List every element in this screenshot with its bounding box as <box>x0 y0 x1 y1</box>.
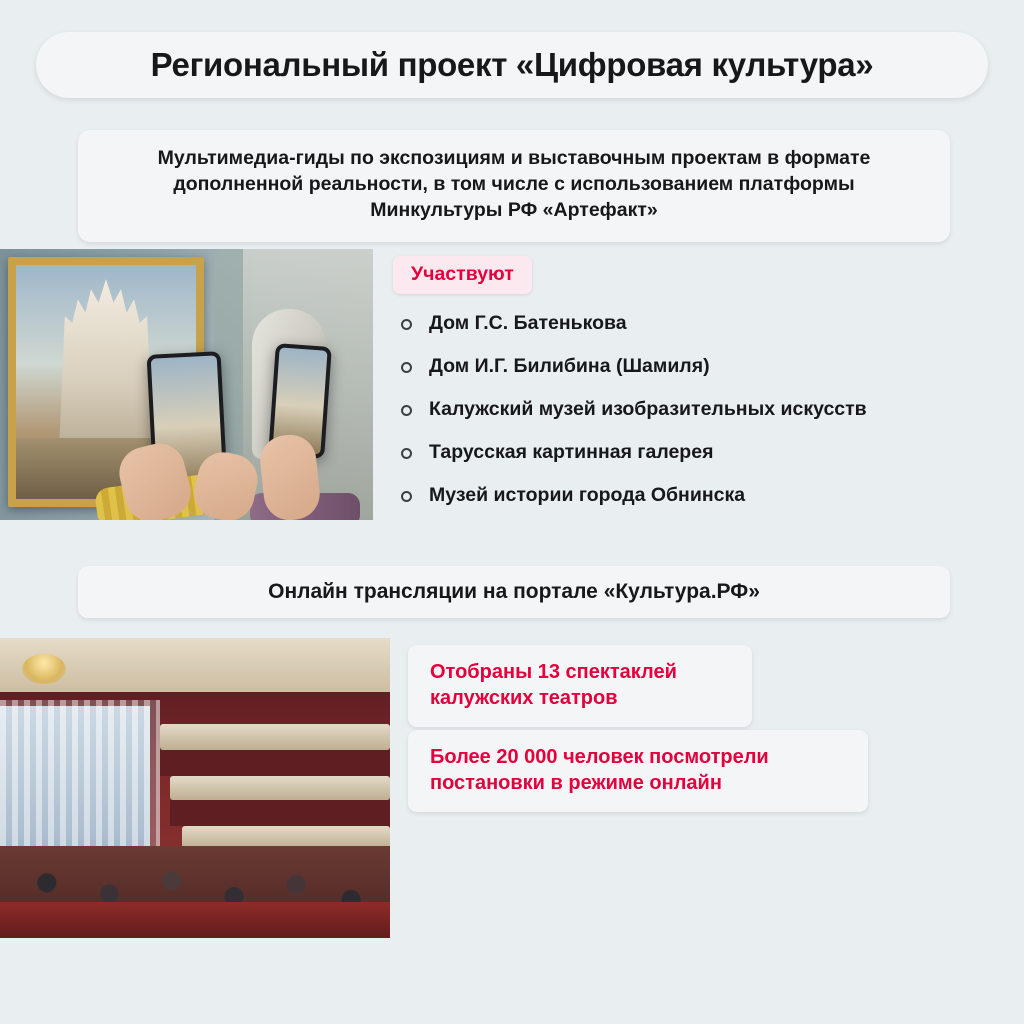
subtitle-text: Мультимедиа-гиды по экспозициям и выставочным проектам в формате дополненной реальности, в том числе с использованием платформы Минкультуры РФ «Артефакт» <box>157 147 871 221</box>
list-item-label: Дом Г.С. Батенькова <box>429 312 627 334</box>
list-item <box>393 312 867 335</box>
online-broadcast-banner <box>78 566 950 618</box>
page-title: Региональный проект «Цифровая культура» <box>150 46 874 83</box>
front-row-seats <box>0 902 390 938</box>
circle-bullet-icon <box>401 448 412 459</box>
page-title-bar <box>36 32 988 98</box>
balcony-tier-3 <box>182 826 390 848</box>
balcony-tier-1 <box>160 724 390 750</box>
list-item-label: Дом И.Г. Билибина (Шамиля) <box>429 355 710 377</box>
list-item <box>393 355 867 378</box>
circle-bullet-icon <box>401 362 412 373</box>
cathedral-illustration <box>59 279 153 447</box>
circle-bullet-icon <box>401 405 412 416</box>
stat-card-viewers: Более 20 000 человек посмотрели постановки в режиме онлайн <box>408 730 868 812</box>
circle-bullet-icon <box>401 319 412 330</box>
ar-museum-photo <box>0 249 373 520</box>
list-item <box>393 398 867 421</box>
balcony-shadow-1 <box>160 750 390 776</box>
list-item-label: Калужский музей изобразительных искусств <box>429 398 867 420</box>
circle-bullet-icon <box>401 491 412 502</box>
participants-list <box>393 312 867 507</box>
list-item <box>393 484 867 507</box>
subtitle-card <box>78 130 950 242</box>
balcony-tier-2 <box>170 776 390 800</box>
participants-badge: Участвуют <box>393 256 532 294</box>
balcony-shadow-2 <box>170 800 390 826</box>
theatre-auditorium-photo <box>0 638 390 938</box>
online-broadcast-label: Онлайн трансляции на портале «Культура.РФ» <box>268 580 760 603</box>
list-item-label: Музей истории города Обнинска <box>429 484 746 506</box>
participants-block <box>393 256 867 527</box>
stat-card-performances: Отобраны 13 спектаклей калужских театров <box>408 645 752 727</box>
list-item-label: Тарусская картинная галерея <box>429 441 714 463</box>
list-item <box>393 441 867 464</box>
chandelier-light <box>22 654 66 684</box>
